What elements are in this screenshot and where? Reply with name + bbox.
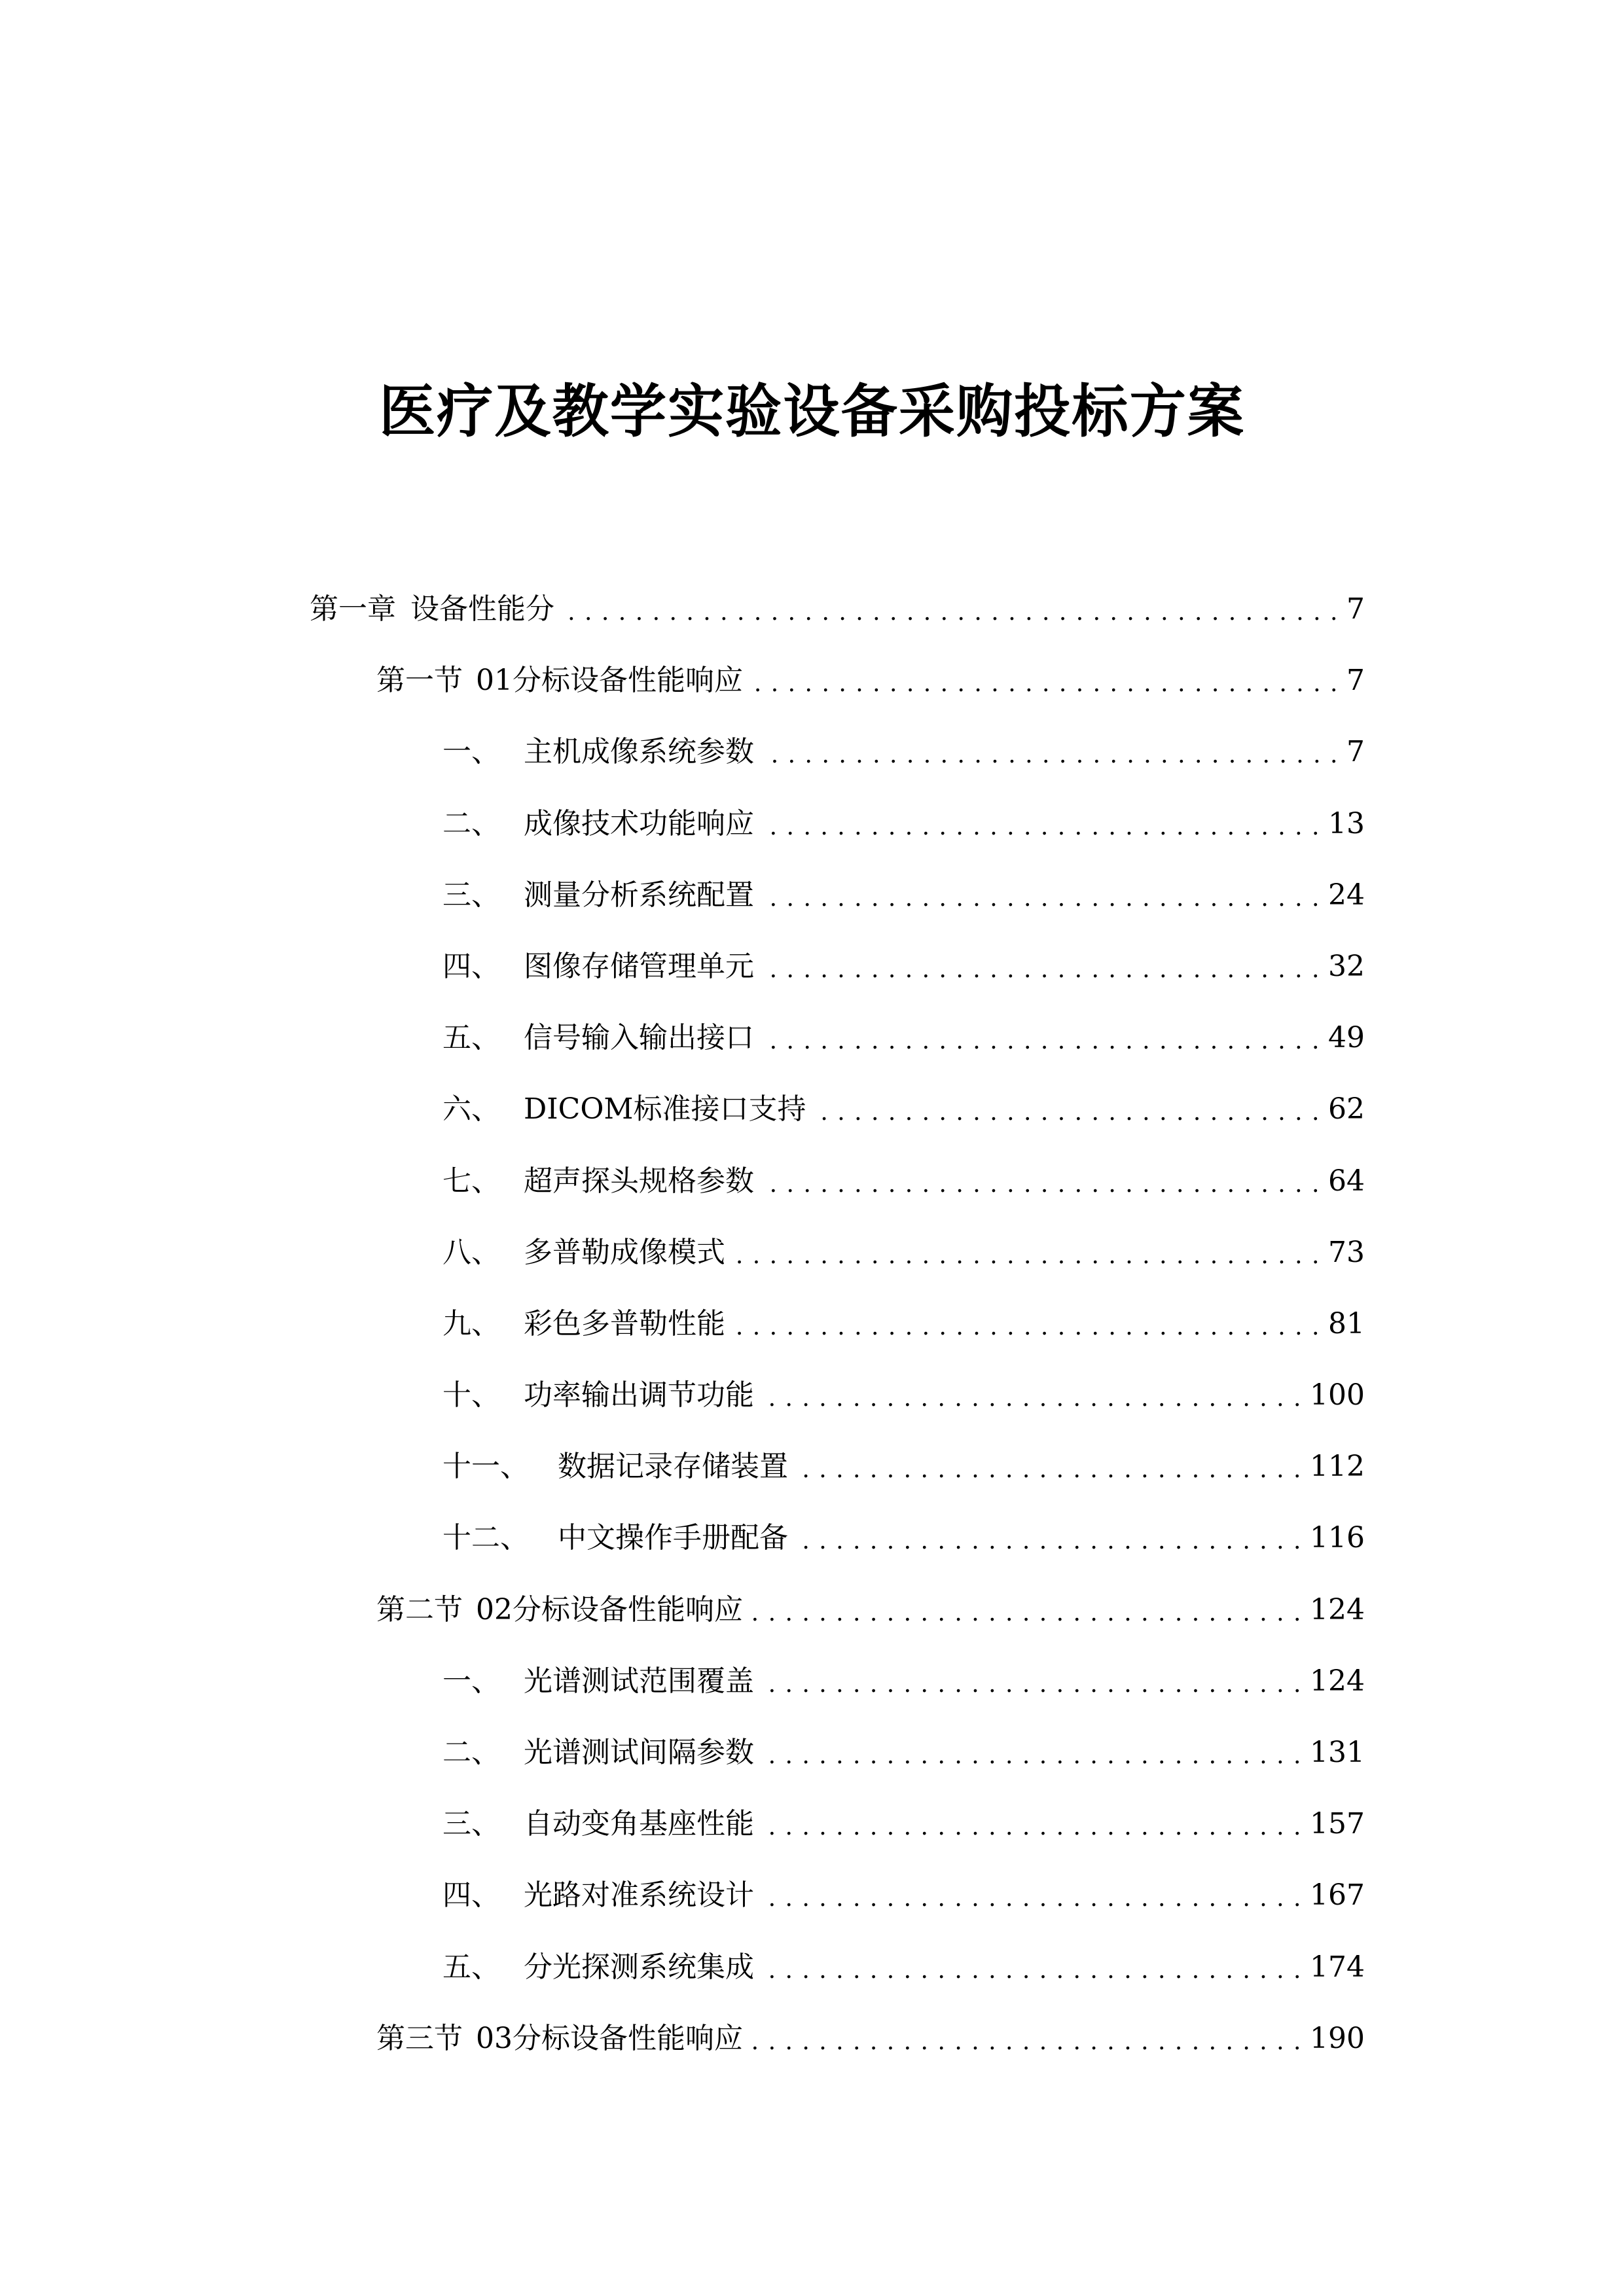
dot-leader <box>731 1304 1320 1344</box>
dot-leader <box>759 1162 1320 1201</box>
dot-leader <box>748 2019 1302 2058</box>
toc-entry-number: 二、 <box>442 806 500 840</box>
toc-entry-label: 图像存储管理单元 <box>524 949 754 983</box>
toc-entry-label: 光路对准系统设计 <box>524 1878 754 1912</box>
toc-entry-number: 第一节 <box>376 664 463 698</box>
table-of-contents <box>0 573 1624 2074</box>
toc-page-number: 124 <box>1310 1592 1365 1626</box>
toc-entry-number: 十、 <box>442 1378 500 1412</box>
toc-entry-label: 测量分析系统配置 <box>524 878 754 912</box>
toc-entry-item[interactable] <box>0 1288 1624 1359</box>
toc-entry-label: 自动变角基座性能 <box>524 1807 754 1841</box>
dot-leader <box>759 947 1320 986</box>
toc-entry-item[interactable] <box>0 1859 1624 1931</box>
toc-entry-number: 第三节 <box>376 2021 463 2055</box>
toc-entry-label: 光谱测试范围覆盖 <box>524 1664 754 1698</box>
toc-entry-item[interactable] <box>0 1502 1624 1573</box>
toc-page-number: 62 <box>1328 1092 1365 1126</box>
toc-page-number: 64 <box>1328 1164 1365 1198</box>
toc-page-number: 7 <box>1346 592 1365 626</box>
dot-leader <box>811 1090 1320 1129</box>
toc-entry-label: 主机成像系统参数 <box>524 735 754 769</box>
toc-entry-number: 十二、 <box>442 1521 529 1555</box>
toc-page-number: 174 <box>1310 1950 1365 1984</box>
toc-entry-label: 超声探头规格参数 <box>524 1164 754 1198</box>
toc-page-number: 24 <box>1328 878 1365 912</box>
dot-leader <box>560 590 1339 629</box>
dot-leader <box>793 1447 1302 1486</box>
toc-page-number: 100 <box>1310 1378 1365 1412</box>
toc-entry-number: 七、 <box>442 1164 500 1198</box>
toc-page-number: 167 <box>1310 1878 1365 1912</box>
toc-entry-section-1[interactable] <box>0 645 1624 716</box>
toc-entry-label: 彩色多普勒性能 <box>524 1306 725 1340</box>
dot-leader <box>759 876 1320 915</box>
dot-leader <box>759 1376 1302 1415</box>
toc-page-number: 157 <box>1310 1807 1365 1841</box>
toc-page-number: 124 <box>1310 1664 1365 1698</box>
toc-entry-number: 四、 <box>442 1878 500 1912</box>
dot-leader <box>759 1018 1320 1058</box>
toc-entry-item[interactable] <box>0 1359 1624 1431</box>
toc-entry-item[interactable] <box>0 1073 1624 1145</box>
toc-entry-number: 二、 <box>442 1736 500 1769</box>
toc-page-number: 7 <box>1346 664 1365 698</box>
toc-entry-item[interactable] <box>0 788 1624 859</box>
toc-entry-item[interactable] <box>0 716 1624 787</box>
toc-entry-number: 八、 <box>442 1235 500 1269</box>
dot-leader <box>759 1876 1302 1915</box>
toc-entry-label: 多普勒成像模式 <box>524 1235 725 1269</box>
toc-page-number: 116 <box>1310 1521 1365 1555</box>
toc-entry-number: 三、 <box>442 878 500 912</box>
toc-entry-item[interactable] <box>0 1717 1624 1788</box>
dot-leader <box>759 732 1339 772</box>
toc-entry-number: 一、 <box>442 735 500 769</box>
toc-page-number: 73 <box>1328 1235 1365 1269</box>
toc-entry-number: 四、 <box>442 949 500 983</box>
toc-entry-label: 03分标设备性能响应 <box>476 2021 743 2055</box>
toc-entry-label: 中文操作手册配备 <box>558 1521 788 1555</box>
document-title: 医疗及教学实验设备采购投标方案 <box>378 377 1245 445</box>
dot-leader <box>793 1518 1302 1558</box>
toc-entry-label: DICOM标准接口支持 <box>524 1092 806 1126</box>
toc-page-number: 7 <box>1346 735 1365 769</box>
toc-entry-number: 六、 <box>442 1092 500 1126</box>
dot-leader <box>759 804 1320 844</box>
toc-entry-chapter-1[interactable] <box>0 573 1624 645</box>
toc-entry-number: 三、 <box>442 1807 500 1841</box>
toc-entry-item[interactable] <box>0 1002 1624 1073</box>
dot-leader <box>759 1733 1302 1772</box>
toc-entry-section-2[interactable] <box>0 1574 1624 1645</box>
toc-entry-item[interactable] <box>0 1645 1624 1717</box>
toc-entry-label: 光谱测试间隔参数 <box>524 1736 754 1769</box>
dot-leader <box>748 1590 1302 1630</box>
toc-page-number: 13 <box>1328 806 1365 840</box>
toc-entry-item[interactable] <box>0 1145 1624 1217</box>
toc-entry-label: 设备性能分 <box>410 592 554 626</box>
toc-entry-number: 九、 <box>442 1306 500 1340</box>
dot-leader <box>759 1662 1302 1701</box>
toc-entry-label: 信号输入输出接口 <box>524 1021 754 1055</box>
toc-entry-label: 成像技术功能响应 <box>524 806 754 840</box>
toc-entry-item[interactable] <box>0 859 1624 931</box>
dot-leader <box>731 1233 1320 1272</box>
toc-entry-number: 五、 <box>442 1021 500 1055</box>
toc-entry-label: 分光探测系统集成 <box>524 1950 754 1984</box>
toc-entry-label: 01分标设备性能响应 <box>476 664 743 698</box>
toc-page-number: 32 <box>1328 949 1365 983</box>
toc-entry-number: 一、 <box>442 1664 500 1698</box>
toc-entry-item[interactable] <box>0 1217 1624 1288</box>
toc-page-number: 81 <box>1328 1306 1365 1340</box>
dot-leader <box>748 661 1339 700</box>
toc-entry-item[interactable] <box>0 1931 1624 2003</box>
toc-entry-number: 第一章 <box>310 592 396 626</box>
toc-entry-item[interactable] <box>0 931 1624 1002</box>
toc-entry-number: 十一、 <box>442 1450 529 1484</box>
toc-entry-item[interactable] <box>0 1431 1624 1502</box>
toc-entry-label: 功率输出调节功能 <box>524 1378 754 1412</box>
toc-entry-item[interactable] <box>0 1788 1624 1859</box>
toc-entry-number: 第二节 <box>376 1592 463 1626</box>
toc-page-number: 131 <box>1310 1736 1365 1769</box>
toc-entry-section-3[interactable] <box>0 2003 1624 2074</box>
toc-page-number: 49 <box>1328 1021 1365 1055</box>
toc-entry-label: 02分标设备性能响应 <box>476 1592 743 1626</box>
toc-entry-label: 数据记录存储装置 <box>558 1450 788 1484</box>
dot-leader <box>759 1804 1302 1844</box>
toc-page-number: 190 <box>1310 2021 1365 2055</box>
dot-leader <box>759 1948 1302 1987</box>
toc-page-number: 112 <box>1310 1450 1365 1484</box>
toc-entry-number: 五、 <box>442 1950 500 1984</box>
